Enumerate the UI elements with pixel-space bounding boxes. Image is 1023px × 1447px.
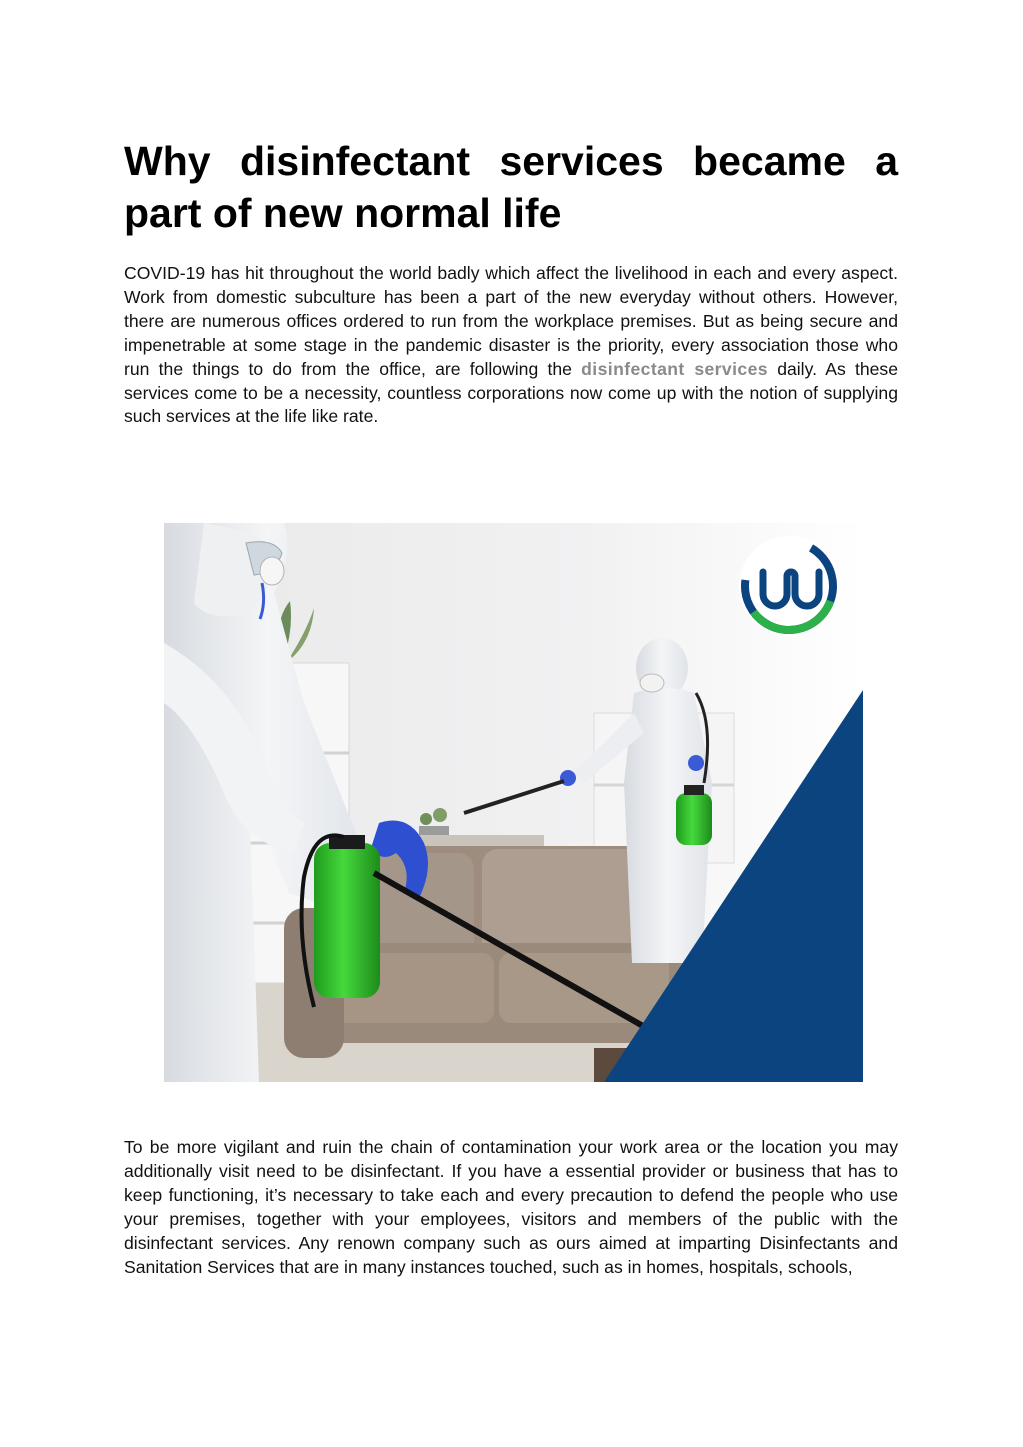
disinfection-photo xyxy=(164,523,863,1082)
intro-text-end: daily. As these services come to be a necessity, countless corporations now come up with the notion of supplying such services at the life like rate. xyxy=(124,358,899,427)
photo-illustration xyxy=(164,523,863,1082)
body-paragraph: To be more vigilant and ruin the chain of contamination your work area or the location you may additionally visit need to be disinfectant. If you have a essential provider or business that has to keep functioning, it’s necessary to take each and every precaution to defend the people who use your premises, together with your employees, visitors and members of the public with the disinfectant services. Any renown company such as ours aimed at imparting Disinfectants and Sanitation Services that are in many instances touched, such as in homes, hospitals, schools, xyxy=(124,1137,898,1277)
article-title: Why disinfectant services became a part of new normal life xyxy=(124,138,898,236)
disinfectant-services-link[interactable]: disinfectant services xyxy=(581,358,768,379)
intro-paragraph xyxy=(124,262,898,429)
intro-text-start: COVID-19 has hit throughout the world badly which affect the livelihood in each and every aspect. Work from domestic subculture has been a part of the new everyday without others. However, there are numerous offices ordered to run from the workplace premises. But as being secure and impenetrable at some stage in the pandemic disaster is the priority, every association those who run the things to do from the office, are following the xyxy=(124,263,898,379)
